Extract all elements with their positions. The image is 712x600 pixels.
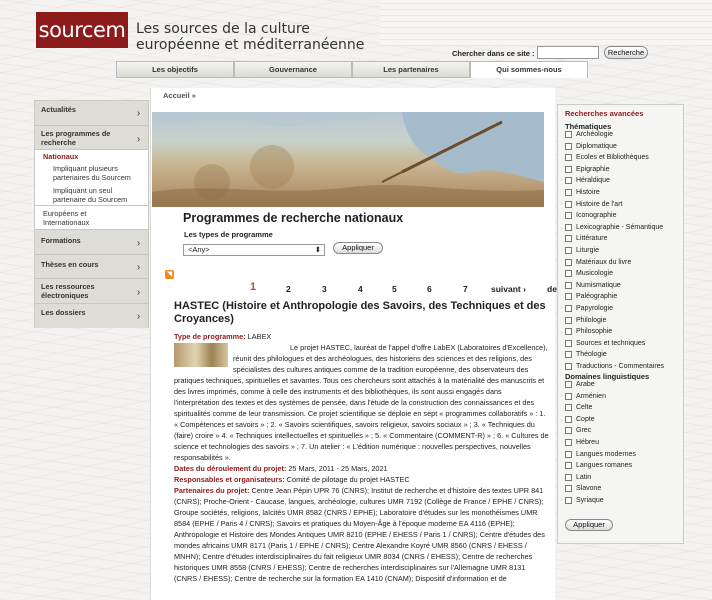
select-arrows-icon: ⬍ [314,245,321,254]
checkbox-label: Philosophie [576,328,613,336]
checkbox-label: Paléographie [576,293,618,301]
checkbox-label: Matériaux du livre [576,258,632,266]
language-checkbox-row[interactable] [565,497,604,504]
checkbox[interactable] [565,224,572,231]
checkbox-label: Celte [576,404,593,412]
theme-checkbox-row[interactable] [565,224,663,231]
language-checkbox-row[interactable] [565,416,595,423]
chevron-right-icon: › [136,287,141,298]
sidebar-item-formations[interactable] [35,230,148,255]
checkbox-label: Ecoles et Bibliothèques [576,154,649,162]
sidebar-subitem-nationaux[interactable] [35,150,148,162]
pager-page-3[interactable]: 3 [322,284,327,294]
search-button[interactable]: Recherche [604,46,648,59]
sidebar-item-programmes[interactable] [35,126,148,150]
themes-title: Thématiques [565,122,612,131]
checkbox[interactable] [565,293,572,300]
theme-checkbox-row[interactable] [565,143,617,150]
sidebar-item-label: Actualités [41,105,76,114]
checkbox-label: Syriaque [576,497,604,504]
pager-page-7[interactable]: 7 [463,284,468,294]
theme-checkbox-row[interactable] [565,201,622,208]
checkbox[interactable] [565,462,572,469]
checkbox[interactable] [565,247,572,254]
search-label: Chercher dans ce site : [452,49,535,58]
checkbox-label: Latin [576,473,592,481]
checkbox[interactable] [565,404,572,411]
languages-title: Domaines linguistiques [565,372,650,381]
chevron-right-icon: › [136,262,141,273]
apply-filter-button[interactable]: Appliquer [333,242,383,254]
tab-gouvernance[interactable]: Gouvernance [234,61,352,78]
pager-page-5[interactable]: 5 [392,284,397,294]
checkbox-label: Epigraphie [576,165,610,173]
sidebar-item-label: Nationaux [43,152,79,161]
checkbox-label: Littérature [576,235,608,243]
checkbox-label: Sources et techniques [576,339,646,347]
theme-checkbox-row[interactable] [565,247,599,254]
sidebar-item-label: Impliquant un seul partenaire du Sourcem [53,186,128,204]
checkbox-label: Arabe [576,381,595,388]
checkbox[interactable] [565,212,572,219]
checkbox[interactable] [565,416,572,423]
checkbox[interactable] [565,305,572,312]
theme-checkbox-row[interactable] [565,212,616,219]
chevron-right-icon: › [136,134,141,145]
pager-next[interactable]: suivant › [491,284,526,294]
language-checkbox-row[interactable] [565,439,599,446]
advanced-apply-button[interactable]: Appliquer [565,519,613,531]
tagline-line-1: Les sources de la culture [136,21,310,37]
checkbox-label: Grec [576,427,592,435]
checkbox-label: Traductions - Commentaires [576,363,665,370]
left-sidebar [34,100,149,328]
pager-page-4[interactable]: 4 [358,284,363,294]
tab-les-partenaires[interactable]: Les partenaires [352,61,470,78]
article-thumbnail [174,343,228,367]
header-manuscript-texture [380,0,712,46]
checkbox-label: Papyrologie [576,305,613,312]
chevron-right-icon: › [136,311,141,322]
search-input[interactable] [537,46,599,59]
theme-checkbox-row[interactable] [565,317,606,324]
main-nav [116,61,588,78]
checkbox[interactable] [565,317,572,324]
checkbox-label: Histoire de l'art [576,200,623,208]
checkbox[interactable] [565,201,572,208]
checkbox-label: Musicologie [576,270,613,278]
checkbox[interactable] [565,235,572,242]
theme-checkbox-row[interactable] [565,282,621,289]
checkbox[interactable] [565,393,572,400]
program-type-field-value: LABEX [247,332,272,341]
article-title[interactable]: HASTEC (Histoire et Anthropologie des Savoirs, des Techniques et des Croyances) [174,300,546,325]
theme-checkbox-row[interactable] [565,351,607,358]
theme-checkbox-row[interactable] [565,363,664,370]
pager-page-1[interactable]: 1 [250,281,257,293]
tab-les-objectifs[interactable]: Les objectifs [116,61,234,78]
sidebar-item-label: Thèses en cours [41,260,99,269]
sidebar-item-label: Les programmes de recherche [41,129,111,147]
checkbox[interactable] [565,328,572,335]
language-checkbox-row[interactable] [565,393,606,400]
breadcrumb[interactable]: Accueil » [163,91,196,100]
pager-last[interactable]: de [547,284,557,294]
checkbox[interactable] [565,177,572,184]
theme-checkbox-row[interactable] [565,328,612,335]
checkbox[interactable] [565,497,572,504]
checkbox[interactable] [565,439,572,446]
checkbox-label: Théologie [576,351,607,359]
language-checkbox-row[interactable] [565,474,591,481]
checkbox[interactable] [565,270,572,277]
language-checkbox-row[interactable] [565,462,632,469]
tab-qui-sommes-nous[interactable]: Qui sommes-nous [470,61,588,78]
checkbox-label: Arménien [576,392,606,400]
sidebar-subitem-seul-partenaire[interactable] [35,184,148,206]
checkbox[interactable] [565,485,572,492]
checkbox[interactable] [565,451,572,458]
checkbox-label: Diplomatique [576,142,617,150]
checkbox-label: Liturgie [576,247,599,254]
checkbox[interactable] [565,340,572,347]
advanced-search-panel [557,104,684,544]
sidebar-item-label: Les dossiers [41,308,86,317]
checkbox-label: Iconographie [576,212,617,220]
checkbox[interactable] [565,131,572,138]
partenaires-field-label: Partenaires du projet: [174,486,250,495]
sidebar-item-label: Les ressources électroniques [41,282,95,300]
advanced-search-title: Recherches avancées [565,109,644,118]
pager-page-6[interactable]: 6 [427,284,432,294]
checkbox-label: Philologie [576,316,607,324]
sourcem-logo[interactable]: sourcem [36,12,128,48]
theme-checkbox-row[interactable] [565,131,613,138]
theme-checkbox-row[interactable] [565,270,613,277]
checkbox[interactable] [565,259,572,266]
chevron-right-icon: › [136,108,141,119]
checkbox[interactable] [565,381,572,388]
dates-field-label: Dates du déroulement du projet: [174,464,287,473]
checkbox[interactable] [565,166,572,173]
hero-map-image [152,112,544,207]
program-type-select[interactable] [183,244,325,256]
checkbox[interactable] [565,474,572,481]
sidebar-item-label: Formations [41,236,81,245]
checkbox-label: Héraldique [576,177,610,185]
checkbox[interactable] [565,282,572,289]
checkbox[interactable] [565,154,572,161]
checkbox-label: Langues modernes [576,450,636,458]
article-body [174,331,549,584]
theme-checkbox-row[interactable] [565,340,645,347]
checkbox-label: Slavone [576,485,602,493]
theme-checkbox-row[interactable] [565,166,609,173]
theme-checkbox-row[interactable] [565,293,617,300]
partenaires-field-value: Centre Jean Pépin UPR 76 (CNRS); Institut de recherche et d'histoire des textes UPR 841 (CNRS); Proche-Orient - Caucase, langues, archéologie, cultures UMR 7192 (Collège de France / EPHE / CNRS); Groupe sociétés, religions, laïcités UMR 8582 (CNRS / EPHE); Laboratoire d'études sur les monothéismes UMR 8584 (EPHE / Paris 4 / CNRS); Savoirs et pratiques du Moyen-Âge à l'époque moderne EA 4116 (EPHE); Anthropologie et Histoire des Mondes Antiques UMR 8210 (EPHE / EHESS / Paris 1 / CNRS); Centre d'études des mondes africains UMR 8171 (Paris 1 / EPHE / CNRS); Centre Alexandre Koyré UMR 8560 (CNRS / EHESS / MNHN); Centre d'études interdisciplinaires du fait religieux UMR 8034 (CNRS / EHESS); Centre de recherches historiques UMR 8558 (CNRS / EHESS); Centre de recherches interdisciplinaires sur l'Allemagne UMR 8131 (CNRS / EHESS); Centre de recherche sur la formation EA 1410 (CNAM); Dispositif d'information et de [174,486,545,583]
checkbox[interactable] [565,189,572,196]
theme-checkbox-row[interactable] [565,235,608,242]
sidebar-item-dossiers[interactable] [35,304,148,328]
language-checkbox-row[interactable] [565,451,636,458]
sidebar-item-label: Européens et Internationaux [43,209,90,227]
sidebar-item-ressources[interactable] [35,279,148,304]
responsables-field-value: Comité de pilotage du projet HASTEC [286,475,410,484]
rss-icon[interactable]: ◥ [166,271,173,278]
language-checkbox-row[interactable] [565,381,595,388]
checkbox-label: Histoire [576,189,600,196]
site-tagline [136,21,364,53]
language-checkbox-row[interactable] [565,404,592,411]
program-type-label: Les types de programme [184,230,273,239]
theme-checkbox-row[interactable] [565,259,631,266]
program-type-select-value: <Any> [188,245,210,254]
checkbox[interactable] [565,363,572,370]
checkbox-label: Langues romanes [576,462,633,470]
checkbox-label: Lexicographie - Sémantique [576,223,664,231]
theme-checkbox-row[interactable] [565,305,613,312]
article-description: Le projet HASTEC, lauréat de l'appel d'offre LabEX (Laboratoires d'Excellence), réunit des philologues et des archéologues, des historiens des sciences et des religions, des spécialistes des cultures antiques comme de la tradition européenne, des observateurs des pratiques techniques, spirituelles et savantes. Tous ces chercheurs sont attachés à la matérialité des manuscrits et des livres imprimés, comme à celle des instruments et des bibliothèques, ils sont aussi engagés dans l'interprétation des textes et des systèmes de pensée, dans l'étude de la construction des connaissances et des spiritualités comme de leur transmission. Ce projet scientifique se déploie en sept « programmes collaboratifs » : 1. « Compétences et savoirs » ; 2. « Savoirs scientifiques, savoirs religieux, savoirs sociaux » ; 3. « Techniques du (faire) croire » 4. « Techniques intellectuelles et spirituelles » ; 5. « Commentaire (COMMENT-R) » ; 6. « Cultures de science et technologies des savoirs » ; 7. Un atelier : « L'édition numérique : nouvelles perspectives, nouvelles responsabilités ». [174,343,549,462]
language-checkbox-row[interactable] [565,485,601,492]
sidebar-item-actualites[interactable] [35,101,148,126]
sidebar-subitem-plusieurs-partenaires[interactable] [35,162,148,184]
sidebar-subitem-europeens[interactable] [35,206,148,230]
page-title: Programmes de recherche nationaux [183,211,404,225]
dates-field-value: 25 Mars, 2011 - 25 Mars, 2021 [288,464,388,473]
tagline-line-2: européenne et méditerranéenne [136,37,365,53]
checkbox-label: Numismatique [576,281,621,289]
sidebar-item-theses[interactable] [35,255,148,279]
checkbox-label: Copte [576,415,595,423]
program-type-field-label: Type de programme: [174,332,246,341]
checkbox-label: Archéologie [576,131,613,138]
chevron-right-icon: › [136,238,141,249]
theme-checkbox-row[interactable] [565,154,649,161]
checkbox[interactable] [565,427,572,434]
language-checkbox-row[interactable] [565,427,591,434]
sidebar-item-label: Impliquant plusieurs partenaires du Sourcem [53,164,131,182]
theme-checkbox-row[interactable] [565,177,610,184]
pager-page-2[interactable]: 2 [286,284,291,294]
checkbox[interactable] [565,143,572,150]
theme-checkbox-row[interactable] [565,189,600,196]
checkbox-label: Hébreu [576,439,599,446]
checkbox[interactable] [565,351,572,358]
responsables-field-label: Responsables et organisateurs: [174,475,285,484]
